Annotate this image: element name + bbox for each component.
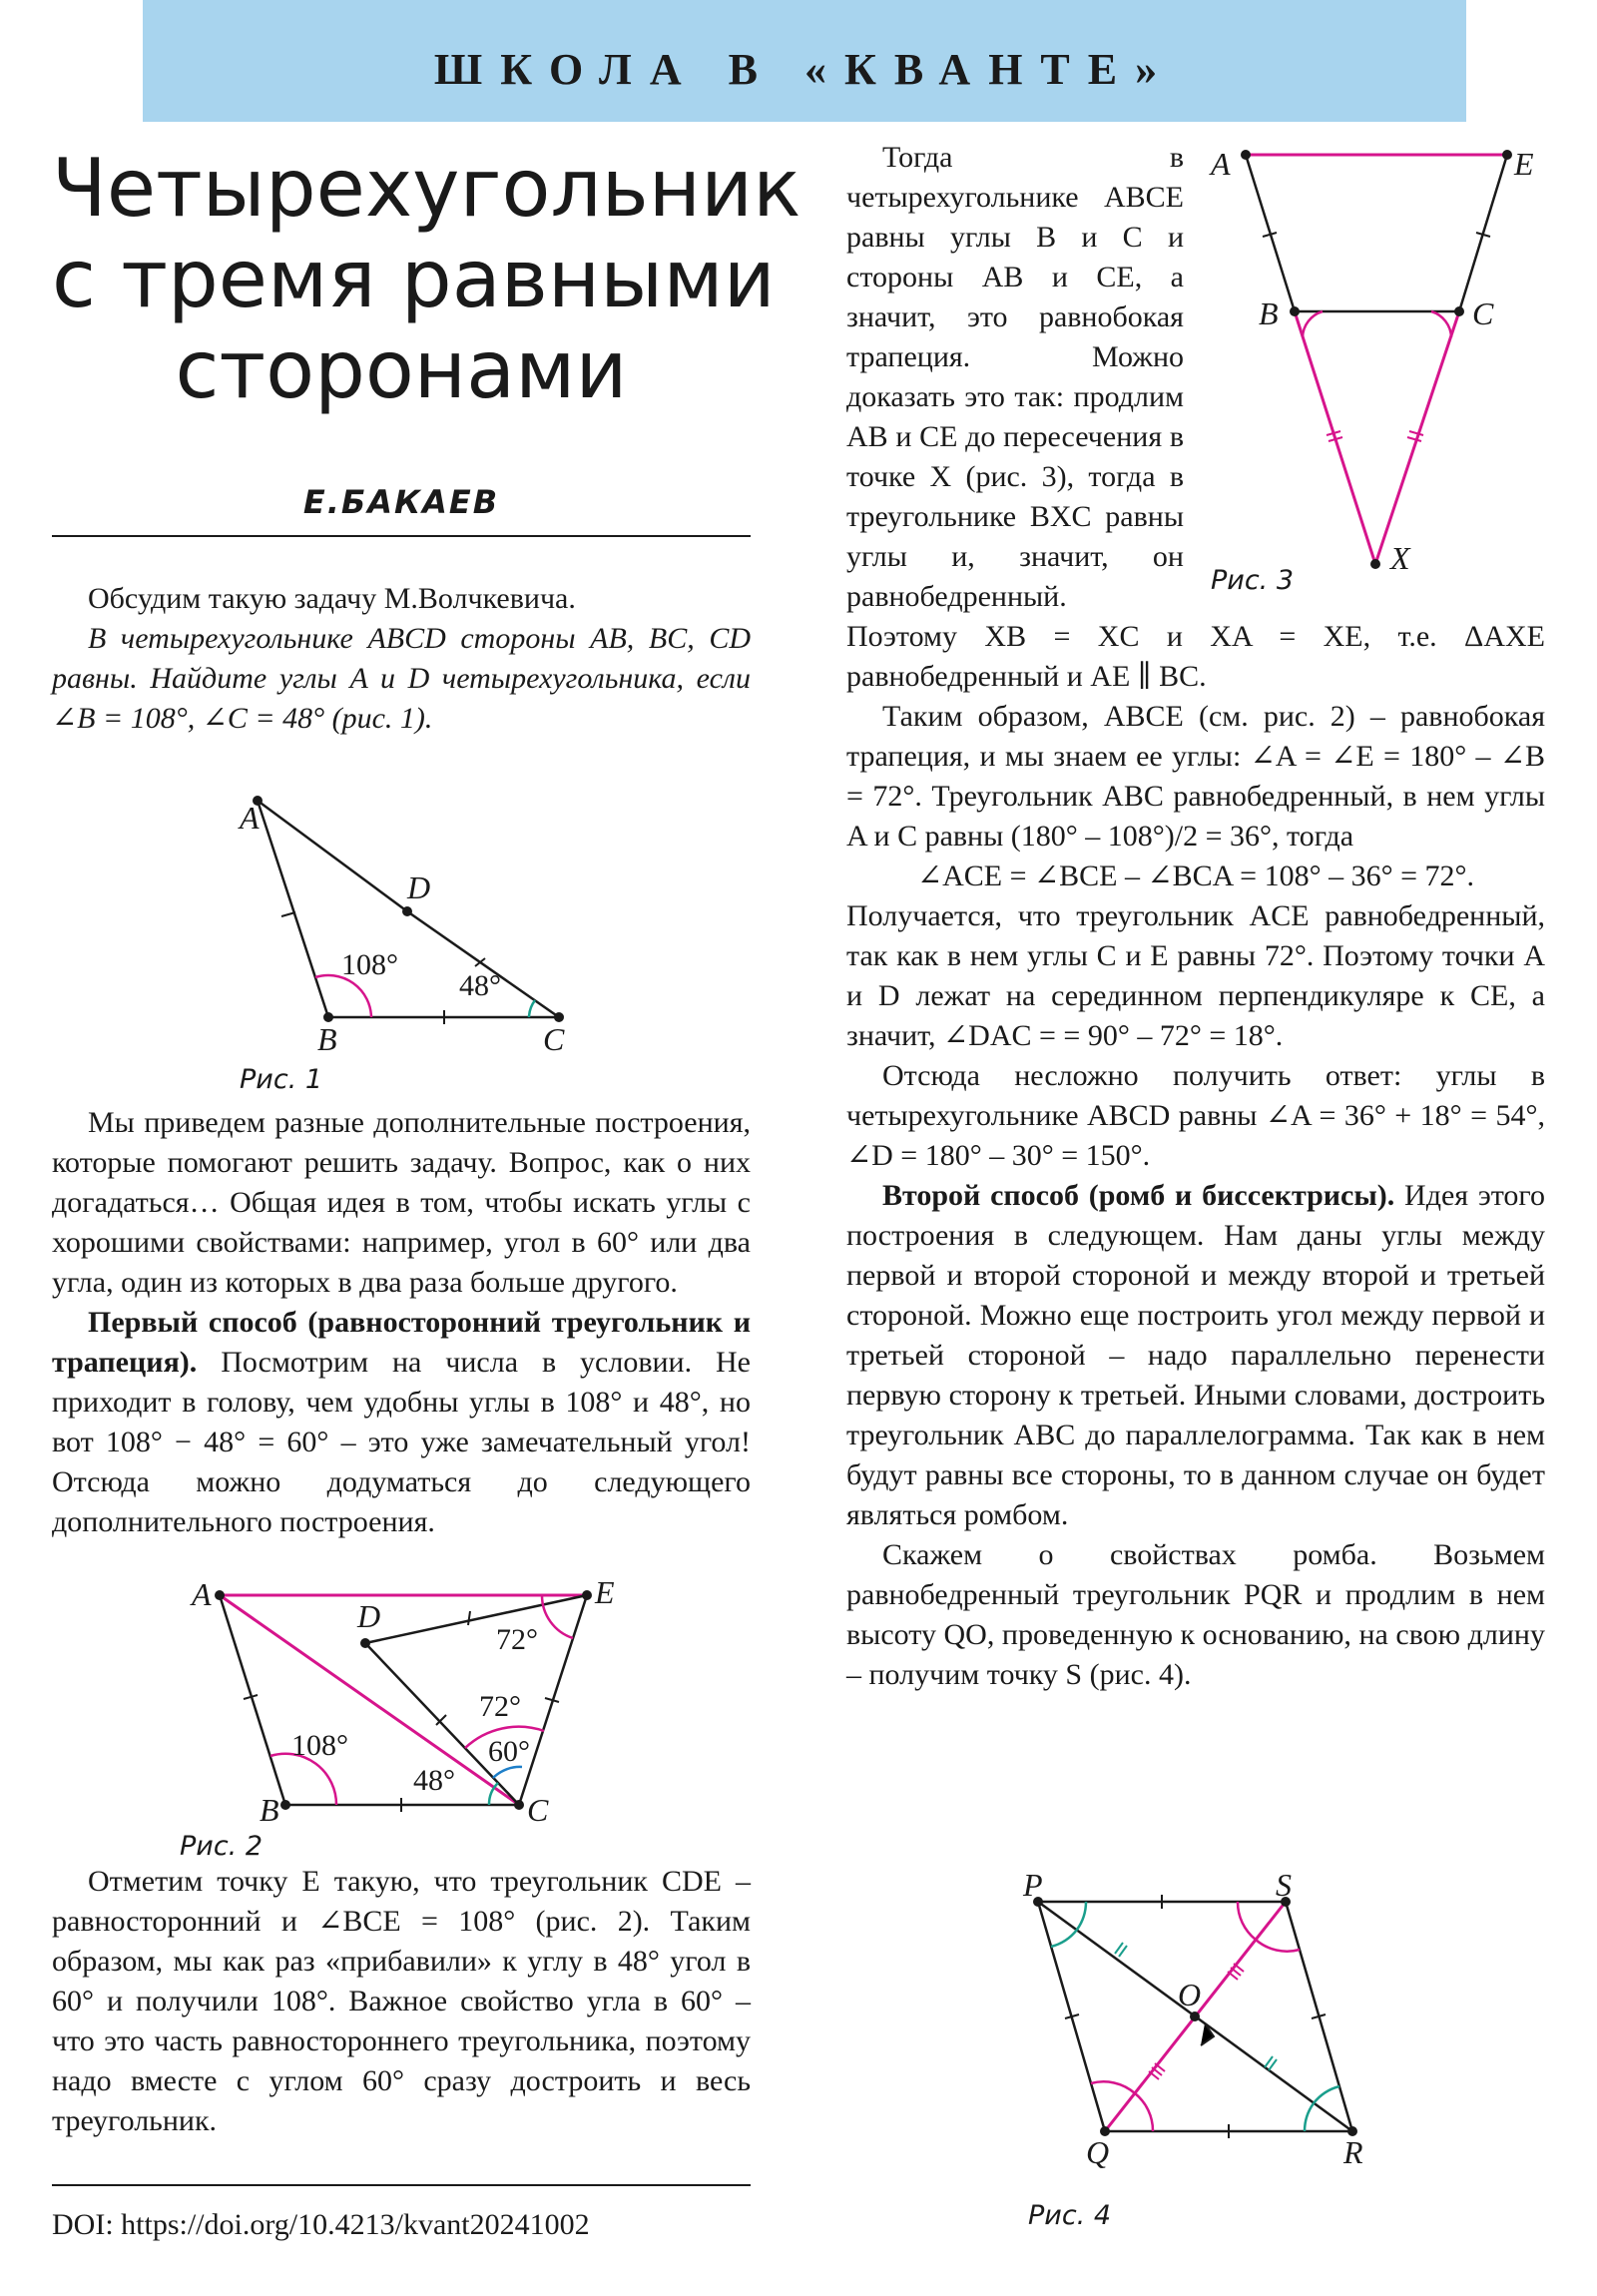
fig2-label-e: E [595, 1574, 615, 1610]
method-1-title: Первый способ (равносторонний треугольник и трапеция). [52, 1306, 751, 1379]
fig2-angle-48: 48° [413, 1764, 455, 1797]
fig1-label-b: B [317, 1021, 337, 1057]
fig4-label-r: R [1343, 2134, 1363, 2170]
section-title: ШКОЛА В «КВАНТЕ» [433, 45, 1176, 94]
fig4-caption: Рис. 4 [1028, 2200, 1112, 2231]
fig4-label-s: S [1276, 1867, 1292, 1903]
fig1-label-d: D [407, 869, 431, 905]
fig4-label-p: P [1023, 1867, 1043, 1903]
fig1-angle-108: 108° [341, 948, 398, 981]
fig4-label-o: O [1178, 1977, 1202, 2012]
doi: DOI: https://doi.org/10.4213/kvant20241002 [52, 2208, 590, 2241]
left-text-block-2 [52, 1103, 751, 1542]
fig2-angle-72-e: 72° [496, 1623, 538, 1656]
ace-paragraph: Получается, что треугольник ACE равнобедренный, так как в нем углы C и E равны 72°. Поэтому точки A и D лежат на серединном перпендикуляре к CE, а значит, ∠DAC = = 90° – 72° = 18°. [846, 899, 1545, 1052]
footer-rule [52, 2184, 751, 2186]
method-2-title: Второй способ (ромб и биссектрисы). [882, 1179, 1395, 1212]
method-2-paragraph [846, 1176, 1545, 1535]
figure-1 [200, 789, 599, 1095]
title-line-2: с тремя равными [52, 233, 776, 325]
fig1-angle-b-arc [315, 975, 371, 1017]
fig3-caption: Рис. 3 [1211, 565, 1295, 596]
fig2-angle-72-c: 72° [479, 1690, 521, 1723]
problem-statement: В четырехугольнике ABCD стороны AB, BC, CD равны. Найдите углы A и D четырехугольника, если ∠B = 108°, ∠C = 48° (рис. 1). [52, 622, 751, 735]
formula-ace: ∠ACE = ∠BCE – ∠BCA = 108° – 36° = 72°. [916, 860, 1475, 892]
fig3-label-c: C [1472, 295, 1494, 331]
right-text-block-1 [846, 138, 1545, 1695]
fig2-label-d: D [357, 1598, 381, 1634]
left-text-block-3 [52, 1862, 751, 2141]
fig2-angle-60: 60° [488, 1735, 530, 1768]
fig1-label-a: A [240, 800, 260, 836]
method-1-text: Посмотрим на числа в условии. Не приходит в голову, чем удобны углы в 108° и 48°, но вот 108° − 48° = 60° – это уже замечательный угол! Отсюда можно додуматься до следующего дополнительного построения. [52, 1346, 751, 1538]
point-e-paragraph: Отметим точку E такую, что треугольник CDE – равносторонний и ∠BCE = 108° (рис. 2). Таким образом, мы как раз «прибавили» к углу в 48° угол в 60° и получили 108°. Важное свойство угла в 60° – что это часть равностороннего треугольника, поэтому надо вместе с углом 60° сразу достроить и весь треугольник. [52, 1865, 751, 2137]
fig3-label-b: B [1259, 295, 1279, 331]
fig1-angle-48: 48° [459, 969, 501, 1002]
fig1-angle-c-arc [529, 1000, 535, 1017]
method-2-text: Идея этого построения в следующем. Нам даны углы между первой и второй стороной и между второй и третьей стороной. Можно еще построить угол между первой и третьей стороной – надо параллельно перенести первую сторону к третьей. Иными словами, достроить треугольник ABC до параллелограмма. Так как в нем будут равны все стороны, то в данном случае он будет являться ромбом. [846, 1179, 1545, 1531]
fig4-label-q: Q [1086, 2134, 1110, 2170]
fig3-label-x: X [1390, 540, 1410, 576]
fig2-label-b: B [260, 1792, 279, 1828]
angles-paragraph: Таким образом, ABCE (см. рис. 2) – равнобокая трапеция, и мы знаем ее углы: ∠A = ∠E = 180° – ∠B = 72°. Треугольник ABC равнобедренный, в нем углы A и C равны (180° – 108°)/2 = 36°, тогда [846, 700, 1545, 853]
fig2-label-a: A [192, 1576, 212, 1612]
left-text-block-1 [52, 579, 751, 739]
figure-4 [1018, 1867, 1397, 2241]
rhombus-paragraph: Скажем о свойствах ромба. Возьмем равнобедренный треугольник PQR и продлим в нем высоту QO, проведенную к основанию, на свою длину – получим точку S (рис. 4). [846, 1538, 1545, 1691]
title-rule [52, 535, 751, 537]
fig3-float-spacer [1184, 138, 1545, 597]
trapezoid-paragraph [846, 138, 1545, 697]
answer-values: ∠A = 36° + 18° = 54°, ∠D = 180° – 30° = 150°. [846, 1099, 1545, 1172]
article-title [52, 142, 801, 416]
author: Е.БАКАЕВ [302, 483, 500, 521]
fig3-label-a: A [1211, 146, 1231, 182]
fig1-caption: Рис. 1 [240, 1064, 323, 1095]
fig2-caption: Рис. 2 [180, 1831, 264, 1862]
figure-2 [180, 1574, 619, 1865]
title-line-1: Четырехугольник [52, 142, 801, 235]
answer-paragraph [846, 1056, 1545, 1176]
ideas-paragraph: Мы приведем разные дополнительные построения, которые помогают решить задачу. Вопрос, как о них догадаться… Общая идея в том, чтобы искать углы с хорошими свойствами: например, угол в 60° или два угла, один из которых в два раза больше другого. [52, 1106, 751, 1299]
intro-paragraph: Обсудим такую задачу М.Волчкевича. [88, 582, 576, 615]
answer-text: Отсюда несложно получить ответ: углы в четырехугольнике ABCD равны [846, 1059, 1545, 1132]
section-header [143, 0, 1466, 122]
fig2-label-c: C [527, 1792, 549, 1828]
fig3-label-e: E [1514, 146, 1534, 182]
fig1-label-c: C [543, 1021, 565, 1057]
title-line-3: сторонами [175, 323, 628, 416]
trapezoid-text: Тогда в четырехугольнике ABCE равны углы B и C и стороны AB и CE, а значит, это равнобокая трапеция. Можно доказать это так: продлим AB и CE до пересечения в точке X (рис. 3), тогда в треугольнике BXC равны углы и, значит, он равнобедренный. Поэтому XB = XC и XA = XE, т.е. ΔAXE равнобедренный и AE ∥ BC. [846, 141, 1545, 693]
fig2-angle-108: 108° [291, 1729, 348, 1762]
